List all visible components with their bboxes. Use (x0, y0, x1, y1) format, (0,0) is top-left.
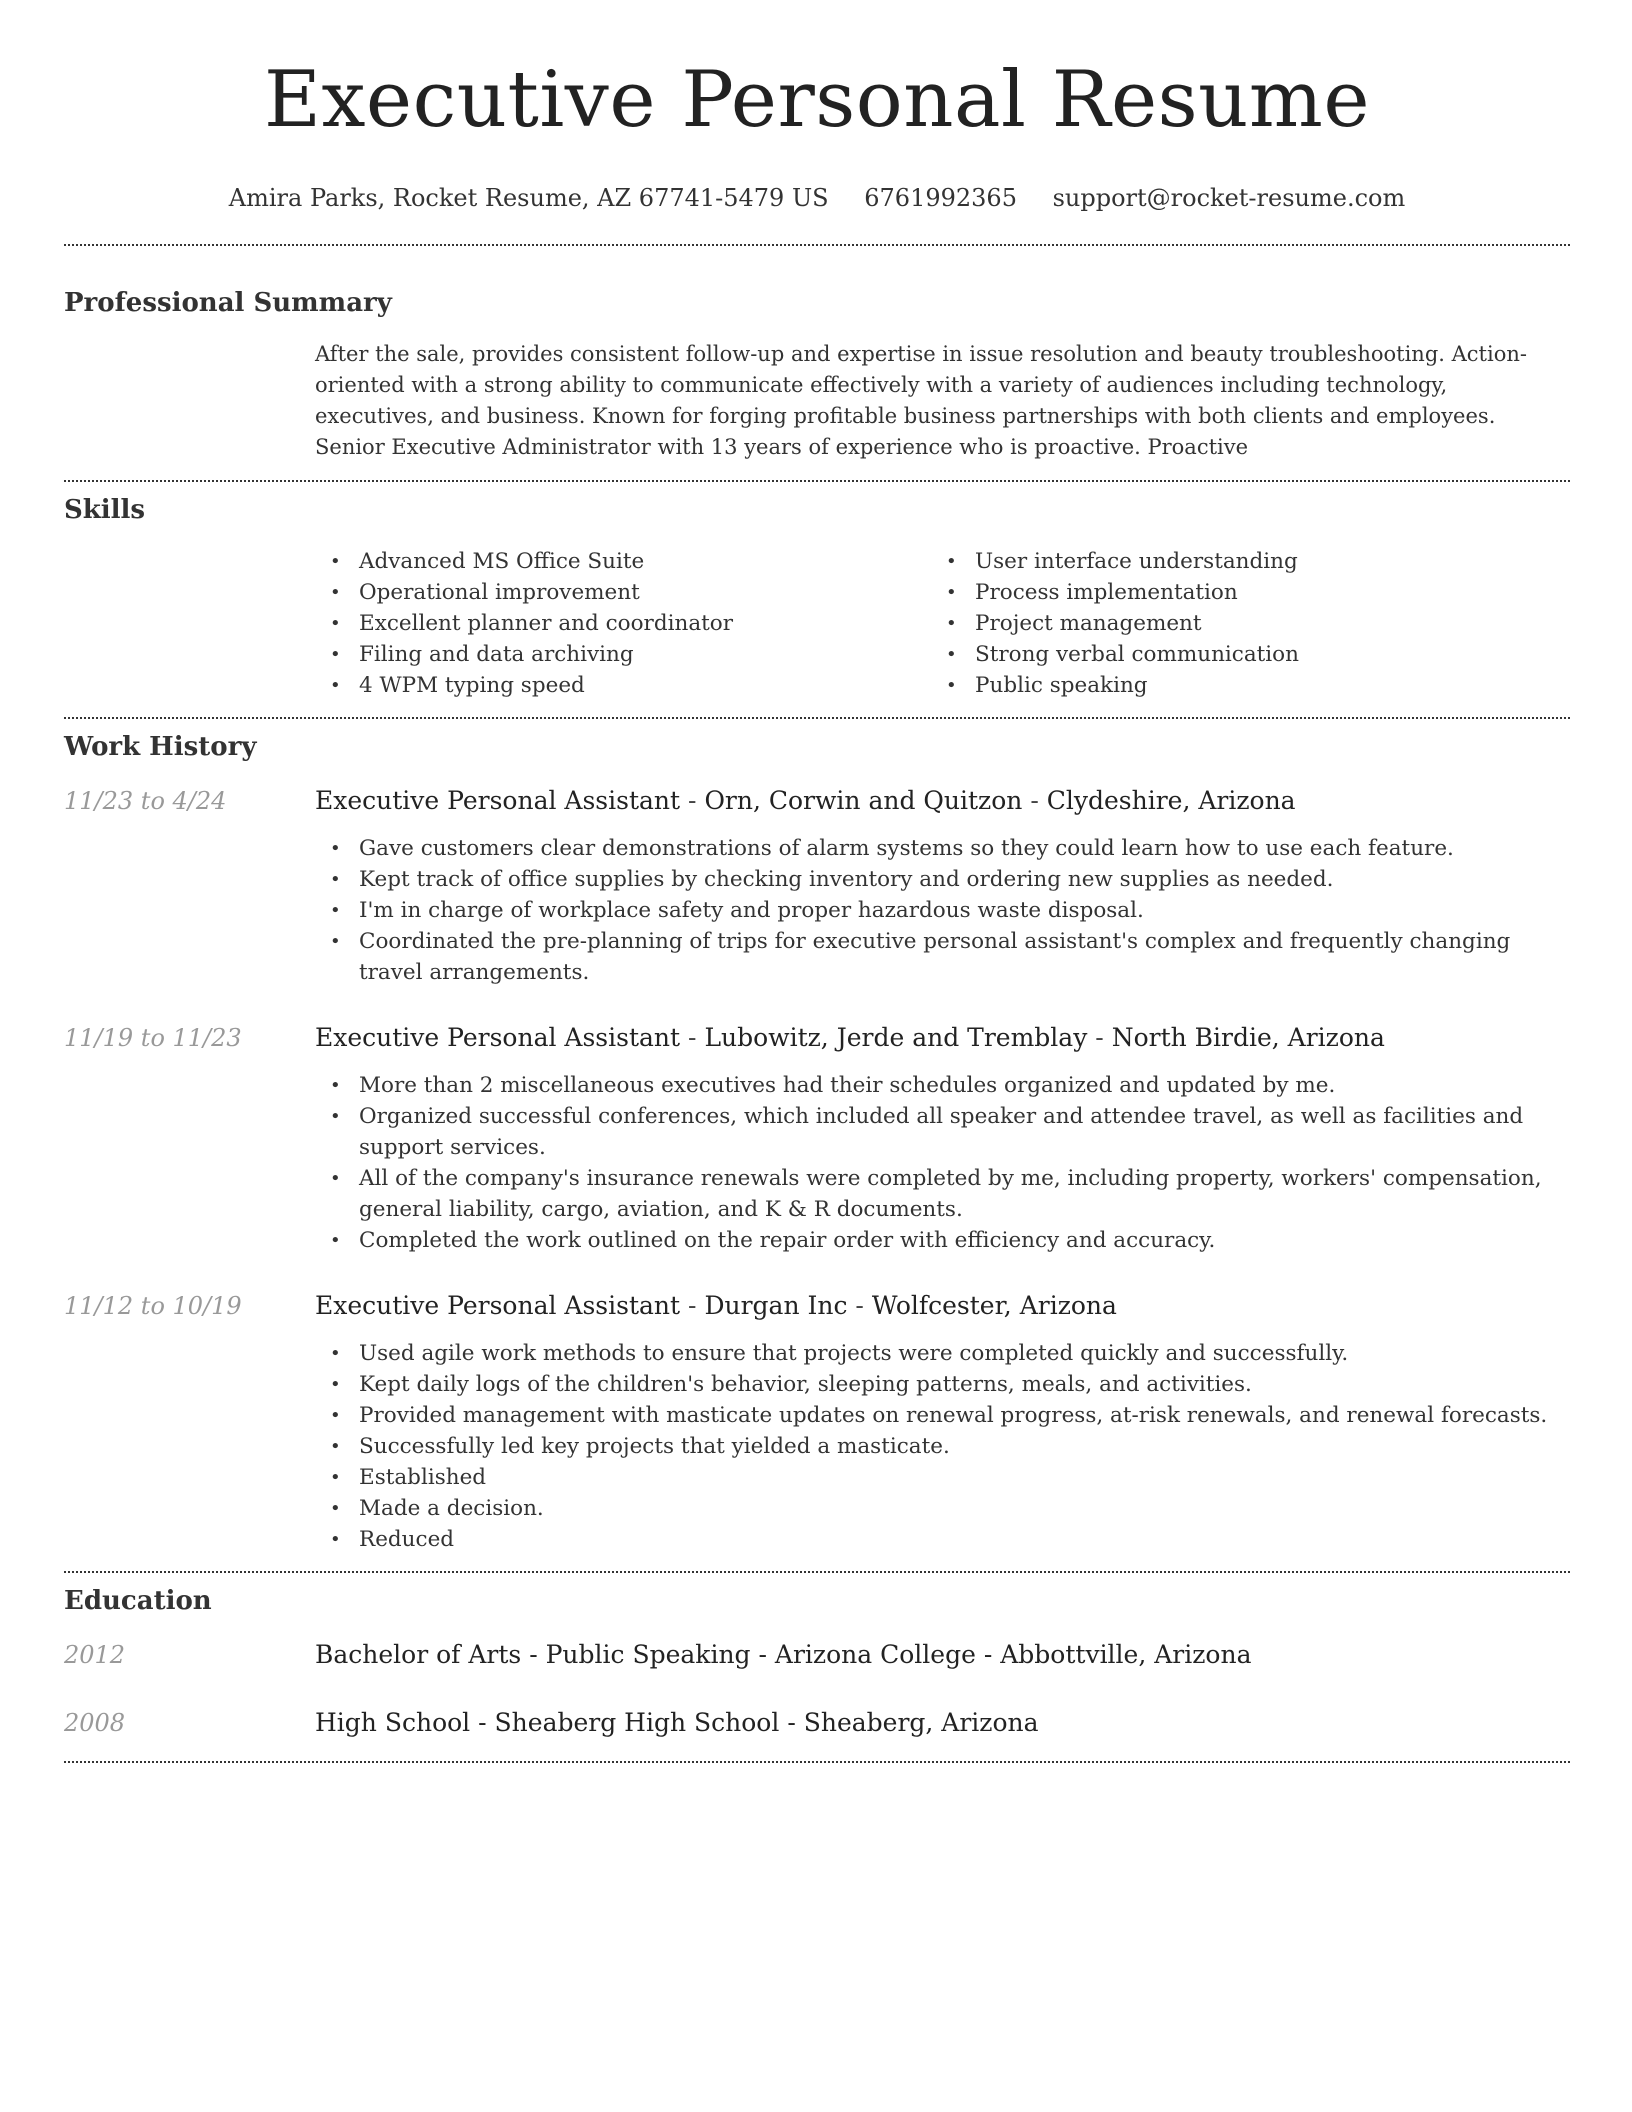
job-bullet: • Kept daily logs of the children's behavior, sleeping patterns, meals, and activities. (315, 1369, 1570, 1400)
job-entry (64, 785, 1570, 988)
job-title-line: Executive Personal Assistant - Lubowitz, Jerde and Tremblay - North Birdie, Arizona (315, 1023, 1385, 1052)
job-bullet: • All of the company's insurance renewals were completed by me, including property, workers' compensation, general liability, cargo, aviation, and K & R documents. (315, 1163, 1570, 1225)
education-heading: Education (64, 1586, 212, 1616)
job-bullet: • Provided management with masticate updates on renewal progress, at-risk renewals, and renewal forecasts. (315, 1400, 1570, 1431)
skills-list-right (931, 546, 1547, 701)
job-bullets (315, 1070, 1570, 1256)
work-history-section (64, 730, 1570, 1555)
education-year: 2012 (64, 1641, 126, 1669)
skill-item: • Project management (931, 608, 1547, 639)
job-bullets (315, 833, 1570, 988)
education-section (64, 1584, 1570, 1739)
job-bullet: • Used agile work methods to ensure that projects were completed quickly and successfully. (315, 1338, 1570, 1369)
job-dates: 11/19 to 11/23 (64, 1024, 242, 1052)
job-title: Executive Personal Assistant (315, 786, 681, 815)
work-history-heading: Work History (64, 732, 257, 762)
education-entry (64, 1639, 1570, 1671)
job-entry (64, 1290, 1570, 1555)
job-bullet: • Completed the work outlined on the repair order with efficiency and accuracy. (315, 1225, 1570, 1256)
job-bullet: • Kept track of office supplies by checking inventory and ordering new supplies as needed. (315, 864, 1570, 895)
job-bullet: • Established (315, 1462, 1570, 1493)
skill-item: • User interface understanding (931, 546, 1547, 577)
education-location: Abbottville, Arizona (1000, 1640, 1252, 1669)
education-school: Sheaberg High School (494, 1708, 780, 1737)
contact-email: support@rocket-resume.com (1052, 184, 1406, 212)
skills-heading: Skills (64, 495, 146, 525)
job-location: Wolfcester, Arizona (871, 1291, 1117, 1320)
job-company: Durgan Inc (704, 1291, 848, 1320)
education-line: High School - Sheaberg High School - Sheaberg, Arizona (315, 1708, 1039, 1737)
education-school: Arizona College (774, 1640, 976, 1669)
job-title: Executive Personal Assistant (315, 1291, 681, 1320)
job-bullet: • Successfully led key projects that yielded a masticate. (315, 1431, 1570, 1462)
job-bullets (315, 1338, 1570, 1555)
contact-address: Amira Parks, Rocket Resume, AZ 67741-5479 US (228, 184, 829, 212)
job-dates: 11/12 to 10/19 (64, 1292, 242, 1320)
divider (64, 480, 1570, 482)
summary-section (64, 286, 1570, 463)
skill-item: • 4 WPM typing speed (315, 670, 931, 701)
education-field: Public Speaking (545, 1640, 751, 1669)
job-bullet: • More than 2 miscellaneous executives had their schedules organized and updated by me. (315, 1070, 1570, 1101)
job-title-line: Executive Personal Assistant - Orn, Corwin and Quitzon - Clydeshire, Arizona (315, 786, 1296, 815)
summary-heading: Professional Summary (64, 288, 392, 318)
education-entry (64, 1707, 1570, 1739)
job-bullet: • Made a decision. (315, 1493, 1570, 1524)
job-location: North Birdie, Arizona (1111, 1023, 1385, 1052)
job-title: Executive Personal Assistant (315, 1023, 681, 1052)
job-location: Clydeshire, Arizona (1046, 786, 1296, 815)
contact-line (64, 182, 1570, 214)
resume-page (64, 0, 1570, 1763)
education-degree: Bachelor of Arts (315, 1640, 522, 1669)
job-title-line: Executive Personal Assistant - Durgan Inc - Wolfcester, Arizona (315, 1291, 1117, 1320)
job-entry (64, 1022, 1570, 1256)
education-line: Bachelor of Arts - Public Speaking - Arizona College - Abbottville, Arizona (315, 1640, 1252, 1669)
job-dates: 11/23 to 4/24 (64, 787, 227, 815)
skill-item: • Public speaking (931, 670, 1547, 701)
education-location: Sheaberg, Arizona (803, 1708, 1039, 1737)
divider (64, 717, 1570, 719)
job-company: Orn, Corwin and Quitzon (704, 786, 1023, 815)
education-year: 2008 (64, 1709, 126, 1737)
job-bullet: • I'm in charge of workplace safety and proper hazardous waste disposal. (315, 895, 1570, 926)
education-degree: High School (315, 1708, 471, 1737)
summary-text: After the sale, provides consistent follow-up and expertise in issue resolution and beauty troubleshooting. Action-oriented with a strong ability to communicate effectively with a variety of audiences including technology, executives, and business. Known for forging profitable business partnerships with both clients and employees. Senior Executive Administrator with 13 years of experience who is proactive. Proactive (315, 342, 1527, 459)
skill-item: • Advanced MS Office Suite (315, 546, 931, 577)
skill-item: • Strong verbal communication (931, 639, 1547, 670)
divider (64, 1571, 1570, 1573)
contact-phone: 6761992365 (864, 184, 1017, 212)
job-company: Lubowitz, Jerde and Tremblay (704, 1023, 1088, 1052)
job-bullet: • Coordinated the pre-planning of trips for executive personal assistant's complex and frequently changing travel arrangements. (315, 926, 1570, 988)
resume-title: Executive Personal Resume (264, 55, 1370, 145)
job-bullet: • Gave customers clear demonstrations of alarm systems so they could learn how to use each feature. (315, 833, 1570, 864)
skill-item: • Operational improvement (315, 577, 931, 608)
skill-item: • Process implementation (931, 577, 1547, 608)
divider (64, 244, 1570, 246)
skill-item: • Filing and data archiving (315, 639, 931, 670)
skill-item: • Excellent planner and coordinator (315, 608, 931, 639)
skills-list-left (315, 546, 931, 701)
divider (64, 1761, 1570, 1763)
job-bullet: • Reduced (315, 1524, 1570, 1555)
job-bullet: • Organized successful conferences, which included all speaker and attendee travel, as well as facilities and support services. (315, 1101, 1570, 1163)
skills-section (64, 493, 1570, 701)
